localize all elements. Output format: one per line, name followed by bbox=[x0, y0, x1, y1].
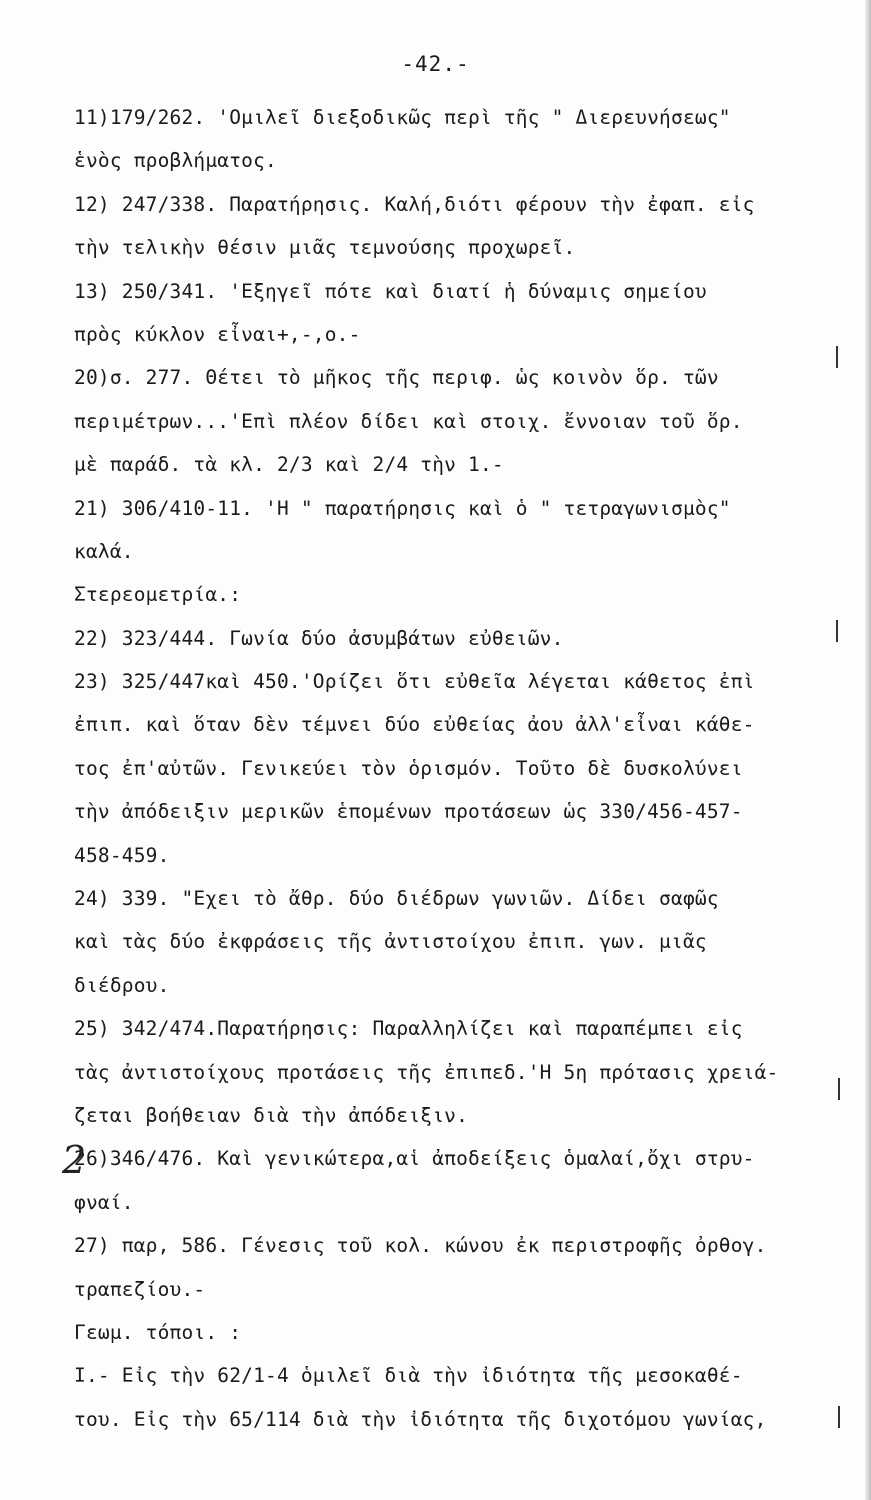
typewritten-text-body bbox=[74, 96, 834, 1441]
text-line: 26)346/476. Καὶ γενικώτερα,αἱ ἀποδείξεις ὁμαλαί,ὄχι στρυ- bbox=[74, 1147, 755, 1171]
section-heading: Στερεομετρία.: bbox=[74, 583, 242, 607]
text-line: περιμέτρων...'Επὶ πλέον δίδει καὶ στοιχ. ἔννοιαν τοῦ ὅρ. bbox=[74, 409, 743, 433]
text-line: πρὸς κύκλον εἶναι+,-,ο.- bbox=[74, 322, 361, 346]
text-line: μὲ παράδ. τὰ κλ. 2/3 καὶ 2/4 τὴν 1.- bbox=[74, 453, 504, 477]
text-line: διέδρου. bbox=[74, 973, 170, 997]
text-line: 27) παρ, 586. Γένεσις τοῦ κολ. κώνου ἐκ περιστροφῆς ὀρθογ. bbox=[74, 1234, 767, 1258]
text-line: ἐπιπ. καὶ ὅταν δὲν τέμνει δύο εὐθείας ἀου ἀλλ'εἶναι κάθε- bbox=[74, 713, 755, 737]
page-number: -42.- bbox=[401, 52, 470, 76]
text-line: 12) 247/338. Παρατήρησις. Καλή,διότι φέρουν τὴν ἐφαπ. εἰς bbox=[74, 192, 755, 216]
text-line: καὶ τὰς δύο ἐκφράσεις τῆς ἀντιστοίχου ἐπιπ. γων. μιᾶς bbox=[74, 930, 707, 954]
text-line: 20)σ. 277. Θέτει τὸ μῆκος τῆς περιφ. ὡς κοινὸν ὅρ. τῶν bbox=[74, 366, 719, 390]
margin-mark bbox=[838, 1406, 840, 1428]
section-heading: Γεωμ. τόποι. : bbox=[74, 1320, 242, 1344]
margin-mark bbox=[838, 1078, 840, 1100]
text-line: ἑνὸς προβλήματος. bbox=[74, 149, 277, 173]
text-line: 25) 342/474.Παρατήρησις: Παραλληλίζει καὶ παραπέμπει εἰς bbox=[74, 1017, 743, 1041]
text-line: 458-459. bbox=[74, 843, 170, 867]
margin-mark bbox=[836, 620, 838, 642]
margin-mark bbox=[836, 346, 838, 368]
text-line: Ι.- Εἰς τὴν 62/1-4 ὁμιλεῖ διὰ τὴν ἰδιότητα τῆς μεσοκαθέ- bbox=[74, 1364, 743, 1388]
text-line: του. Εἰς τὴν 65/114 διὰ τὴν ἰδιότητα τῆς διχοτόμου γωνίας, bbox=[74, 1407, 767, 1431]
text-line: 11)179/262. 'Ομιλεῖ διεξοδικῶς περὶ τῆς " Διερευνήσεως" bbox=[74, 106, 731, 129]
text-line: καλά. bbox=[74, 539, 134, 563]
text-line: τὰς ἀντιστοίχους προτάσεις τῆς ἐπιπεδ.'Η 5η πρότασις χρειά- bbox=[74, 1060, 779, 1084]
text-line: 21) 306/410-11. 'Η " παρατήρησις καὶ ὁ " τετραγωνισμὸς" bbox=[74, 496, 731, 520]
text-line: τὴν ἀπόδειξιν μερικῶν ἑπομένων προτάσεων ὡς 330/456-457- bbox=[74, 800, 743, 824]
text-line: τὴν τελικὴν θέσιν μιᾶς τεμνούσης προχωρεῖ. bbox=[74, 236, 576, 260]
text-line: φναί. bbox=[74, 1190, 134, 1214]
text-line: 23) 325/447καὶ 450.'Ορίζει ὅτι εὐθεῖα λέγεται κάθετος ἐπὶ bbox=[74, 670, 755, 694]
text-line: 22) 323/444. Γωνία δύο ἀσυμβάτων εὐθειῶν. bbox=[74, 626, 564, 650]
text-line: 24) 339. "Εχει τὸ ἄθρ. δύο διέδρων γωνιῶν. Δίδει σαφῶς bbox=[74, 887, 719, 911]
handwritten-margin-note: 2 bbox=[62, 1138, 87, 1182]
text-line: τος ἐπ'αὐτῶν. Γενικεύει τὸν ὁρισμόν. Τοῦτο δὲ δυσκολύνει bbox=[74, 756, 743, 780]
text-line: ζεται βοήθειαν διὰ τὴν ἀπόδειξιν. bbox=[74, 1103, 469, 1127]
text-line: τραπεζίου.- bbox=[74, 1277, 206, 1301]
page-edge-shadow bbox=[865, 0, 871, 1500]
text-line: 13) 250/341. 'Εξηγεῖ πότε καὶ διατί ἡ δύναμις σημείου bbox=[74, 279, 707, 303]
